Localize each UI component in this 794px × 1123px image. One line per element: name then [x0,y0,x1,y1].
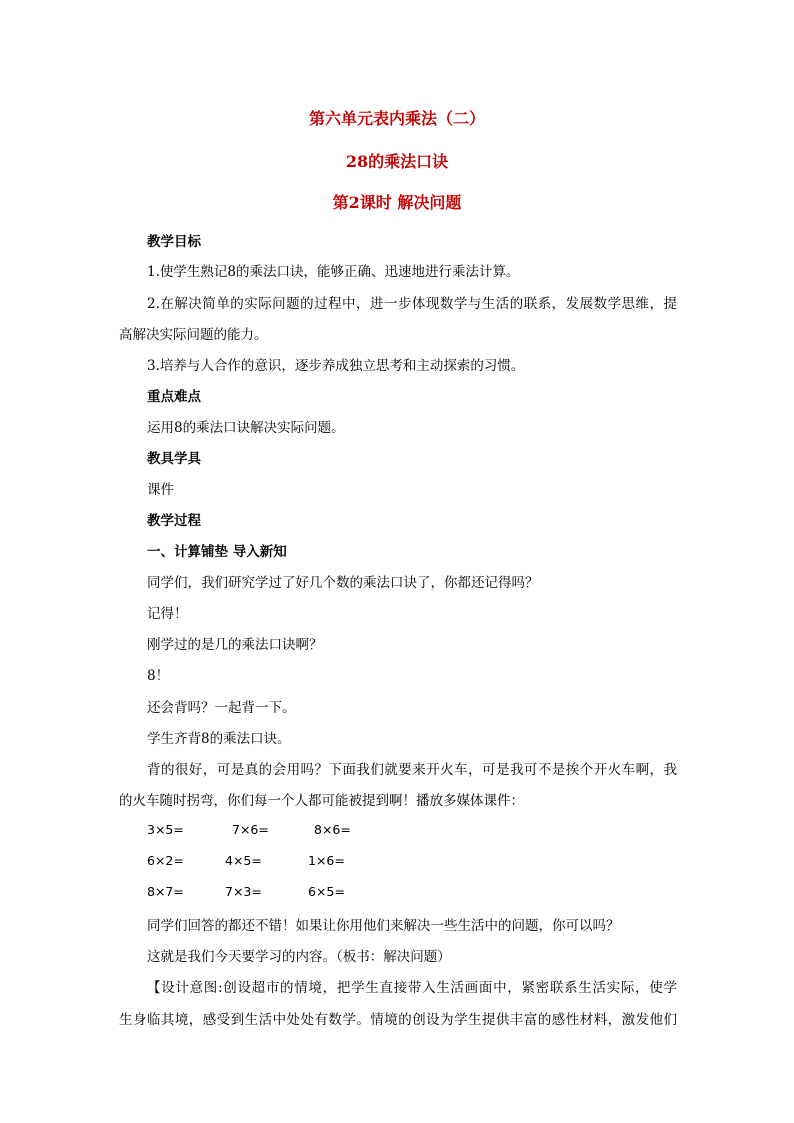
key-points-heading: 重点难点 [147,389,201,405]
goal-item-1: 1.使学生熟记8的乘法口诀，能够正确、迅速地进行乘法计算。 [147,264,520,280]
goal-item-2-cont: 高解决实际问题的能力。 [119,327,268,343]
step1-heading: 一、计算铺垫 导入新知 [147,544,287,560]
exercise-2-2: 4×5= [225,853,262,868]
process-line-1: 同学们，我们研究学过了好几个数的乘法口诀了，你都还记得吗？ [147,575,539,591]
process-line-6: 学生齐背8的乘法口诀。 [147,731,291,747]
process-heading: 教学过程 [147,513,201,529]
exercise-3-2: 7×3= [225,884,262,899]
tools-text: 课件 [147,482,174,498]
process-line-8: 的火车随时拐弯，你们每一个人都可能被提到啊！播放多媒体课件： [119,793,524,809]
exercise-2-1: 6×2= [147,853,184,868]
process-line-7: 背的很好，可是真的会用吗？下面我们就要来开火车，可是我可不是挨个开火车啊，我 [147,762,677,778]
process-line-5: 还会背吗？一起背一下。 [147,700,296,716]
exercise-1-1: 3×5= [147,822,184,837]
exercise-1-3: 8×6= [314,822,351,837]
design-intent-line-1: 【设计意图:创设超市的情境，把学生直接带入生活画面中，紧密联系生活实际，使学 [147,980,677,996]
lesson-title: 第2课时 解决问题 [332,193,462,212]
exercise-3-1: 8×7= [147,884,184,899]
exercise-1-2: 7×6= [232,822,269,837]
exercise-2-3: 1×6= [308,853,345,868]
design-intent-line-2: 生身临其境，感受到生活中处处有数学。情境的创设为学生提供丰富的感性材料，激发他们 [119,1012,677,1028]
process-line-2: 记得！ [147,606,188,622]
process-line-3: 刚学过的是几的乘法口诀啊？ [147,637,323,653]
unit-title: 第六单元表内乘法（二） [308,109,485,128]
process-line-4: 8！ [147,668,170,684]
goals-heading: 教学目标 [147,234,201,250]
goal-item-3: 3.培养与人合作的意识，逐步养成独立思考和主动探索的习惯。 [147,358,525,374]
goal-item-2: 2.在解决简单的实际问题的过程中，进一步体现数学与生活的联系，发展数学思维，提 [147,296,677,312]
tools-heading: 教具学具 [147,451,201,467]
key-points-text: 运用8的乘法口诀解决实际问题。 [147,420,345,436]
section-title: 28的乘法口诀 [345,152,449,171]
exercise-3-3: 6×5= [308,884,345,899]
after-line-2: 这就是我们今天要学习的内容。（板书：解决问题） [147,949,451,965]
after-line-1: 同学们回答的都还不错！如果让你用他们来解决一些生活中的问题，你可以吗？ [147,918,620,934]
